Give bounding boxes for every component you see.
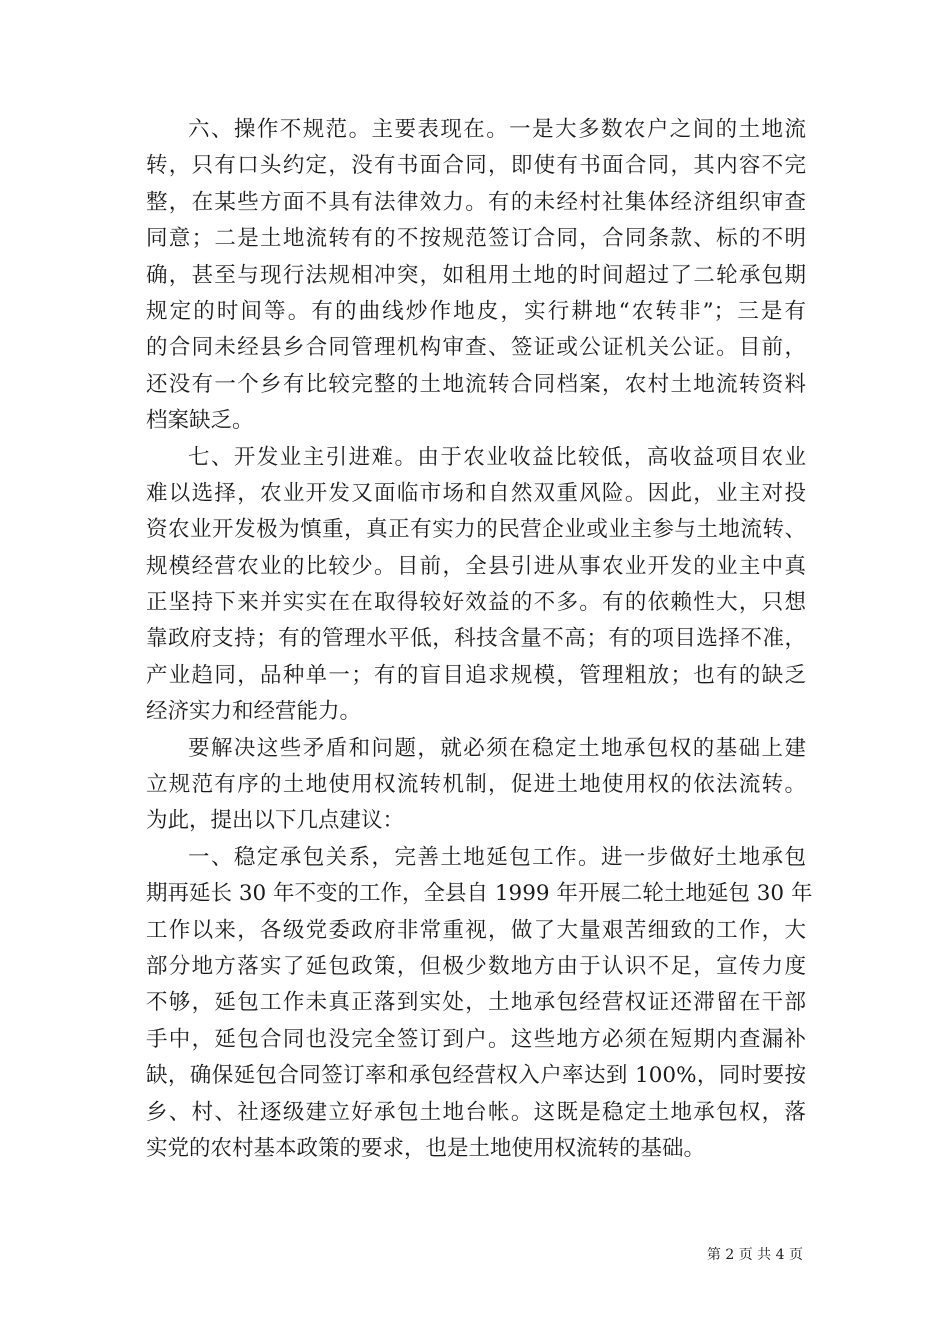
text-line: 要解决这些矛盾和问题，就必须在稳定土地承包权的基础上建 [188,735,806,761]
text-line: 实党的农村基本政策的要求，也是土地使用权流转的基础。 [146,1135,706,1161]
text-line: 靠政府支持；有的管理水平低，科技含量不高；有的项目选择不准， [146,626,806,652]
text-line: 档案缺乏。 [146,408,254,434]
text-line: 规定的时间等。有的曲线炒作地皮，实行耕地“农转非”；三是有 [146,298,806,324]
paragraph-item-6-nonstandard-operation [146,112,806,440]
text-line: 难以选择，农业开发又面临市场和自然双重风险。因此，业主对投 [146,480,806,506]
text-line: 立规范有序的土地使用权流转机制，促进土地使用权的依法流转。 [146,772,806,798]
paragraph-item-7-investor-introduction [146,440,806,731]
text-line: 的合同未经县乡合同管理机构审查、签证或公证机关公证。目前， [146,335,806,361]
text-line: 部分地方落实了延包政策，但极少数地方由于认识不足，宣传力度 [146,953,806,979]
text-line: 七、开发业主引进难。由于农业收益比较低，高收益项目农业 [188,444,806,470]
text-line: 不够，延包工作未真正落到实处，土地承包经营权证还滞留在干部 [146,990,806,1016]
text-line: 一、稳定承包关系，完善土地延包工作。进一步做好土地承包 [188,844,806,870]
text-line: 资农业开发极为慎重，真正有实力的民营企业或业主参与土地流转、 [146,517,806,543]
text-line: 工作以来，各级党委政府非常重视，做了大量艰苦细致的工作，大 [146,917,806,943]
text-line: 正坚持下来并实实在在取得较好效益的不多。有的依赖性大，只想 [146,590,806,616]
text-line: 为此，提出以下几点建议： [146,808,405,834]
text-line: 缺，确保延包合同签订率和承包经营权入户率达到 100%，同时要按 [146,1063,806,1089]
paragraph-solutions-intro [146,731,806,840]
text-line: 六、操作不规范。主要表现在。一是大多数农户之间的土地流 [188,117,806,142]
text-line: 产业趋同，品种单一；有的盲目追求规模，管理粗放；也有的缺乏 [146,662,806,688]
text-line: 期再延长 30 年不变的工作，全县自 1999 年开展二轮土地延包 30 年 [146,881,813,907]
text-line: 还没有一个乡有比较完整的土地流转合同档案，农村土地流转资料 [146,371,806,397]
text-line: 确，甚至与现行法规相冲突，如租用土地的时间超过了二轮承包期 [146,262,806,288]
text-line: 整，在某些方面不具有法律效力。有的未经村社集体经济组织审查 [146,189,806,215]
text-line: 乡、村、社逐级建立好承包土地台帐。这既是稳定土地承包权，落 [146,1099,806,1125]
text-line: 同意；二是土地流转有的不按规范签订合同，合同条款、标的不明 [146,226,806,252]
text-line: 转，只有口头约定，没有书面合同，即使有书面合同，其内容不完 [146,153,806,179]
body-text [146,112,813,1167]
paragraph-suggestion-1-stabilize-contracts [146,840,813,1168]
page-number-footer: 第 2 页 共 4 页 [706,1247,803,1263]
text-line: 手中，延包合同也没完全签订到户。这些地方必须在短期内查漏补 [146,1026,806,1052]
text-line: 经济实力和经营能力。 [146,699,362,725]
text-line: 规模经营农业的比较少。目前，全县引进从事农业开发的业主中真 [146,553,806,579]
